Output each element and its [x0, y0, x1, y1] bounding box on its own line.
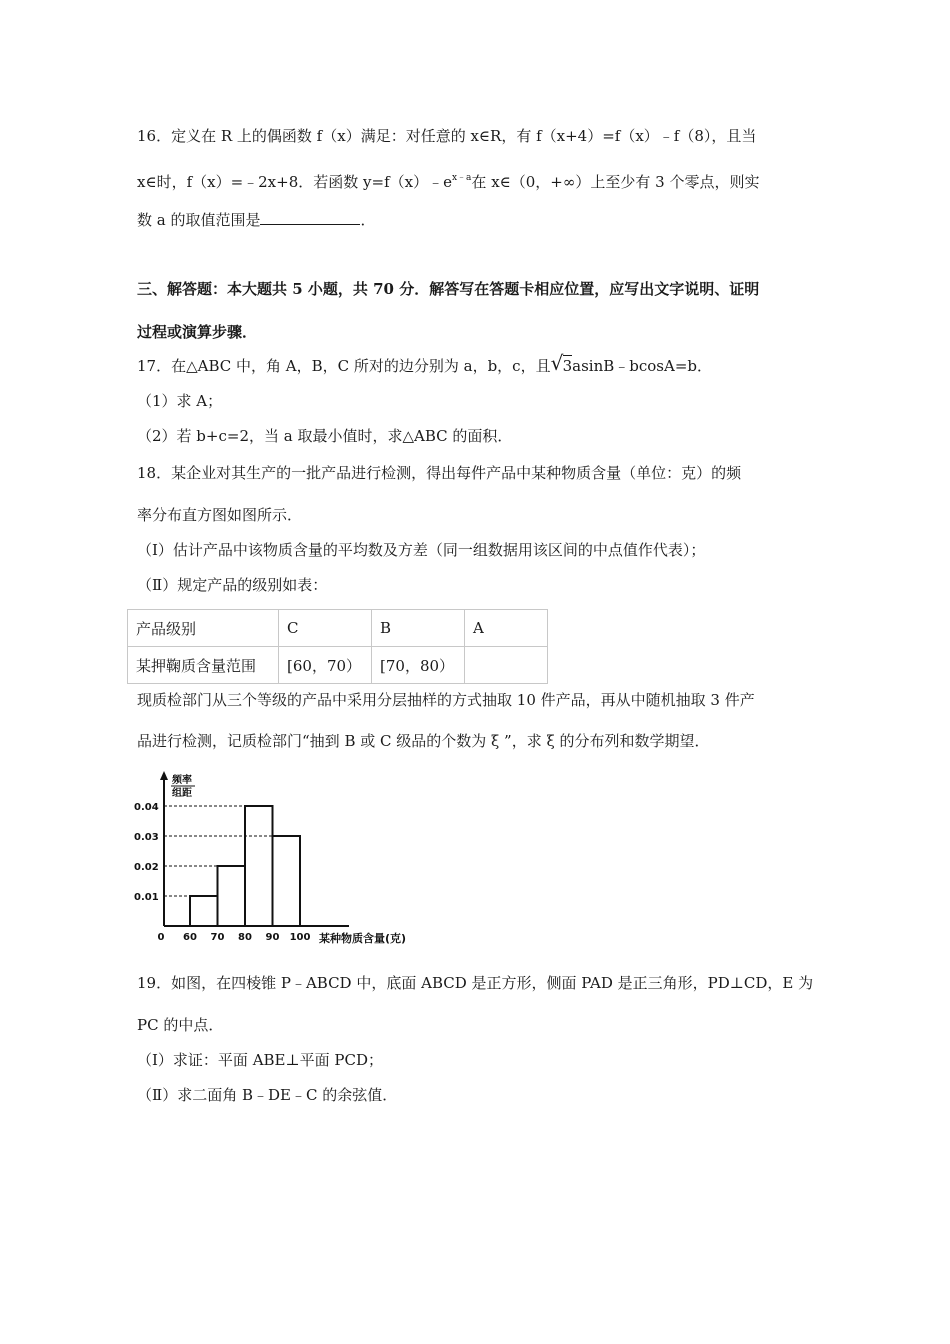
y-tick-label: 0.02	[134, 862, 159, 873]
q18-line3: 现质检部门从三个等级的产品中采用分层抽样的方式抽取 10 件产品，再从中随机抽取 3 件产	[137, 691, 755, 709]
table-cell: 某押鞠质含量范围	[128, 647, 279, 684]
y-axis-label-top: 频率	[172, 775, 192, 786]
q17-line1-b: asinB﹣bcosA=b．	[572, 357, 712, 375]
q16-line3-b: ．	[360, 211, 376, 229]
table-cell: C	[279, 610, 372, 647]
histogram-bar	[245, 806, 273, 926]
q17-line1-a: 17．在△ABC 中，角 A，B，C 所对的边分别为 a，b，c，且	[137, 357, 551, 375]
histogram-bar	[218, 866, 246, 926]
table-cell: 产品级别	[128, 610, 279, 647]
q16-line2-a: x∈时，f（x）=﹣2x+8．若函数 y=f（x）﹣e	[137, 173, 452, 191]
q16-line2	[137, 168, 759, 192]
x-tick-label: 90	[265, 932, 280, 943]
table-cell	[465, 647, 548, 684]
q17-part1: （1）求 A；	[137, 392, 223, 410]
x-tick-label: 70	[210, 932, 225, 943]
q16-line3	[137, 210, 376, 230]
answer-blank	[260, 210, 360, 225]
section3-line2: 过程或演算步骤．	[137, 323, 258, 341]
q19-line1: 19．如图，在四棱锥 P﹣ABCD 中，底面 ABCD 是正方形，侧面 PAD 是正三角形，PD⊥CD，E 为	[137, 974, 814, 992]
table-cell: [60，70）	[279, 647, 372, 684]
q19-part1: （Ⅰ）求证：平面 ABE⊥平面 PCD；	[137, 1051, 383, 1069]
q18-line2: 率分布直方图如图所示．	[137, 506, 303, 524]
q18-line1: 18．某企业对其生产的一批产品进行检测，得出每件产品中某种物质含量（单位：克）的频	[137, 464, 742, 482]
table-cell: A	[465, 610, 548, 647]
x-tick-label: 100	[289, 932, 311, 943]
y-tick-label: 0.01	[134, 892, 159, 903]
q16-exponent: x﹣a	[451, 173, 472, 183]
x-tick-label: 80	[238, 932, 252, 943]
q19-part2: （Ⅱ）求二面角 B﹣DE﹣C 的余弦值．	[137, 1086, 398, 1104]
sqrt-symbol: √ 3	[550, 351, 573, 375]
x-tick-label: 0	[157, 932, 165, 943]
q18-part2: （Ⅱ）规定产品的级别如表：	[137, 576, 328, 594]
frequency-histogram	[127, 768, 437, 958]
q16-line3-a: 数 a 的取值范围是	[137, 211, 261, 229]
y-tick-label: 0.04	[134, 802, 159, 813]
table-cell: [70，80）	[372, 647, 465, 684]
q17-line1	[137, 351, 712, 376]
q16-line2-b: 在 x∈（0，+∞）上至少有 3 个零点，则实	[471, 173, 760, 191]
q19-line2: PC 的中点．	[137, 1016, 224, 1034]
grade-table	[127, 609, 548, 684]
section3-line1: 三、解答题：本大题共 5 小题，共 70 分．解答写在答题卡相应位置，应写出文字说明、证明	[137, 280, 760, 298]
table-cell: B	[372, 610, 465, 647]
histogram-bar	[273, 836, 301, 926]
y-axis-label-bottom: 组距	[172, 788, 192, 799]
x-tick-label: 60	[183, 932, 197, 943]
table-row	[128, 610, 548, 647]
y-axis-arrow	[160, 771, 168, 780]
x-axis-label: 某种物质含量(克)	[319, 932, 407, 945]
q16-line1: 16．定义在 R 上的偶函数 f（x）满足：对任意的 x∈R，有 f（x+4）=f（x）﹣f（8），且当	[137, 127, 757, 145]
q18-part1: （Ⅰ）估计产品中该物质含量的平均数及方差（同一组数据用该区间的中点值作代表）；	[137, 541, 706, 559]
q17-part2: （2）若 b+c=2，当 a 取最小值时，求△ABC 的面积．	[137, 427, 513, 445]
histogram-bar	[190, 896, 218, 926]
sqrt-argument: 3	[562, 357, 573, 375]
table-row	[128, 647, 548, 684]
q18-line4: 品进行检测，记质检部门“抽到 B 或 C 级品的个数为 ξ ”，求 ξ 的分布列和数学期望．	[137, 732, 710, 750]
y-tick-label: 0.03	[134, 832, 159, 843]
